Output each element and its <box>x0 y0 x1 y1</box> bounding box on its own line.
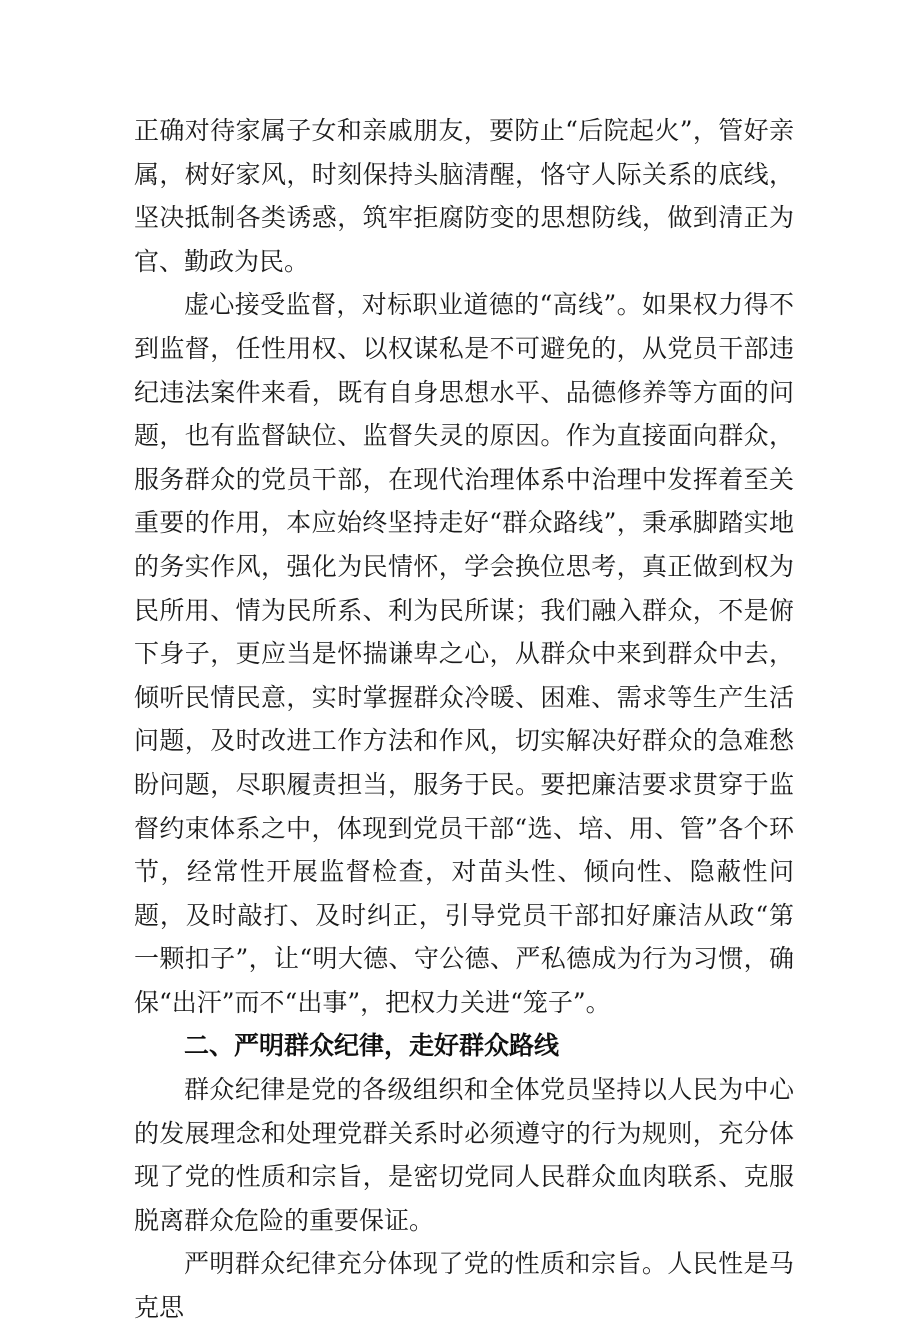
paragraph-accept-supervision: 虚心接受监督，对标职业道德的“高线”。如果权力得不到监督，任性用权、以权谋私是不可避免的，从党员干部违纪违法案件来看，既有自身思想水平、品德修养等方面的问题，也有监督缺位、监督失灵的原因。作为直接面向群众，服务群众的党员干部，在现代治理体系中治理中发挥着至关重要的作用，本应始终坚持走好“群众路线”，秉承脚踏实地的务实作风，强化为民情怀，学会换位思考，真正做到权为民所用、情为民所系、利为民所谋；我们融入群众，不是俯下身子，更应当是怀揣谦卑之心，从群众中来到群众中去，倾听民情民意，实时掌握群众冷暖、困难、需求等生产生活问题，及时改进工作方法和作风，切实解决好群众的急难愁盼问题，尽职履责担当，服务于民。要把廉洁要求贯穿于监督约束体系之中，体现到党员干部“选、培、用、管”各个环节，经常性开展监督检查，对苗头性、倾向性、隐蔽性问题，及时敲打、及时纠正，引导党员干部扣好廉洁从政“第一颗扣子”，让“明大德、守公德、严私德成为行为习惯，确保“出汗”而不“出事”，把权力关进“笼子”。 <box>134 290 794 1017</box>
paragraph-family-conduct: 正确对待家属子女和亲戚朋友，要防止“后院起火”，管好亲属，树好家风，时刻保持头脑清醒，恪守人际关系的底线，坚决抵制各类诱惑，筑牢拒腐防变的思想防线，做到清正为官、勤政为民。 <box>134 116 794 276</box>
paragraph-mass-discipline-definition: 群众纪律是党的各级组织和全体党员坚持以人民为中心的发展理念和处理党群关系时必须遵守的行为规则，充分体现了党的性质和宗旨，是密切党同人民群众血肉联系、克服脱离群众危险的重要保证。 <box>134 1075 794 1235</box>
section-heading: 二、严明群众纪律，走好群众路线 <box>184 1031 560 1061</box>
document-body <box>134 109 794 1330</box>
paragraph-mass-discipline-nature: 严明群众纪律充分体现了党的性质和宗旨。人民性是马克思 <box>134 1249 794 1323</box>
